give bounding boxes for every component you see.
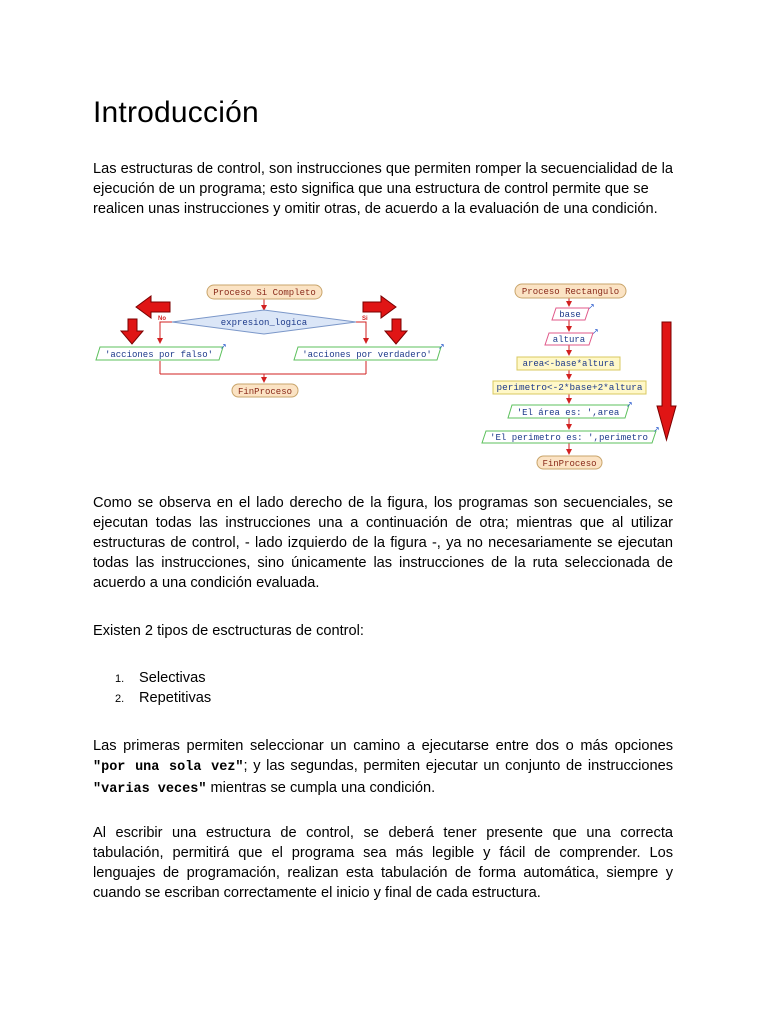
input-base-label: base <box>559 310 581 320</box>
pencil-icon: ↗ <box>588 302 595 311</box>
text-segment: mientras se cumpla una condición. <box>206 780 436 796</box>
decision-label: expresion_logica <box>220 318 308 328</box>
arrow-down-icon <box>385 319 407 344</box>
explanation-paragraph: Como se observa en el lado derecho de la figura, los programas son secuenciales, se ejecutan todas las instrucciones una a continuación de otra; mientras que al utilizar estructuras de control, - lado izquierdo de la figura -, ya no necesariamente se ejecutan todas las instrucciones, sino únicamente las instrucciones de la ruta seleccionada de acuerdo a una condición evaluada. <box>93 495 673 591</box>
long-arrow-down-icon <box>657 322 676 440</box>
arrow-left-icon <box>136 296 170 318</box>
types-list <box>93 668 211 708</box>
no-label: No <box>158 316 166 322</box>
terminal-end-right-label: FinProceso <box>542 459 597 469</box>
output-area-label: 'El área es: ',area <box>516 408 620 418</box>
list-number: 1. <box>115 673 125 685</box>
false-action-label: 'acciones por falso' <box>104 350 214 360</box>
process-area-label: area<-base*altura <box>522 359 615 369</box>
page-title: Introducción <box>93 96 259 129</box>
text-segment: ; y las segundas, permiten ejecutar un conjunto de instrucciones <box>243 758 673 774</box>
list-item <box>93 688 211 708</box>
bold-phrase: "por una sola vez" <box>93 760 244 775</box>
intro-paragraph: Las estructuras de control, son instrucciones que permiten romper la secuencialidad de la ejecución de un programa; esto significa que una estructura de control permite que se realicen unas instrucciones y omitir otras, de acuerdo a la evaluación de una condición. <box>93 161 674 217</box>
output-perimetro-label: 'El perimetro es: ',perimetro <box>490 433 648 443</box>
pencil-icon: ↗ <box>220 342 227 351</box>
text-segment: Las primeras permiten seleccionar un camino a ejecutarse entre dos o más opciones <box>93 738 673 754</box>
yes-label: Si <box>362 316 368 322</box>
pencil-icon: ↗ <box>592 327 599 336</box>
terminal-start-left-label: Proceso Si Completo <box>213 288 316 298</box>
true-action-label: 'acciones por verdadero' <box>302 350 432 360</box>
list-item-label: Selectivas <box>139 670 206 686</box>
arrow-down-icon <box>121 319 143 344</box>
types-description <box>93 736 673 800</box>
types-intro: Existen 2 tipos de esctructuras de control: <box>93 623 364 639</box>
terminal-start-right-label: Proceso Rectangulo <box>521 287 620 297</box>
tabulation-paragraph: Al escribir una estructura de control, se deberá tener presente que una correcta tabulación, permitirá que el programa sea más legible y fácil de comprender. Los lenguajes de programación, realizan esta tabulación de forma automática, siempre y cuando se escriban correctamente el inicio y final de cada estructura. <box>93 825 673 901</box>
process-perimetro-label: perimetro<-2*base+2*altura <box>496 383 644 393</box>
list-item <box>93 668 211 688</box>
terminal-end-left-label: FinProceso <box>237 387 293 397</box>
input-altura-label: altura <box>552 335 586 345</box>
pencil-icon: ↗ <box>438 342 445 351</box>
pencil-icon: ↗ <box>626 400 633 409</box>
flowchart-right <box>482 284 676 469</box>
bold-phrase: "varias veces" <box>93 782 207 797</box>
pencil-icon: ↗ <box>653 425 660 434</box>
flowchart-left <box>96 285 445 397</box>
list-number: 2. <box>115 693 125 705</box>
list-item-label: Repetitivas <box>139 690 212 706</box>
arrow-right-icon <box>363 296 396 318</box>
